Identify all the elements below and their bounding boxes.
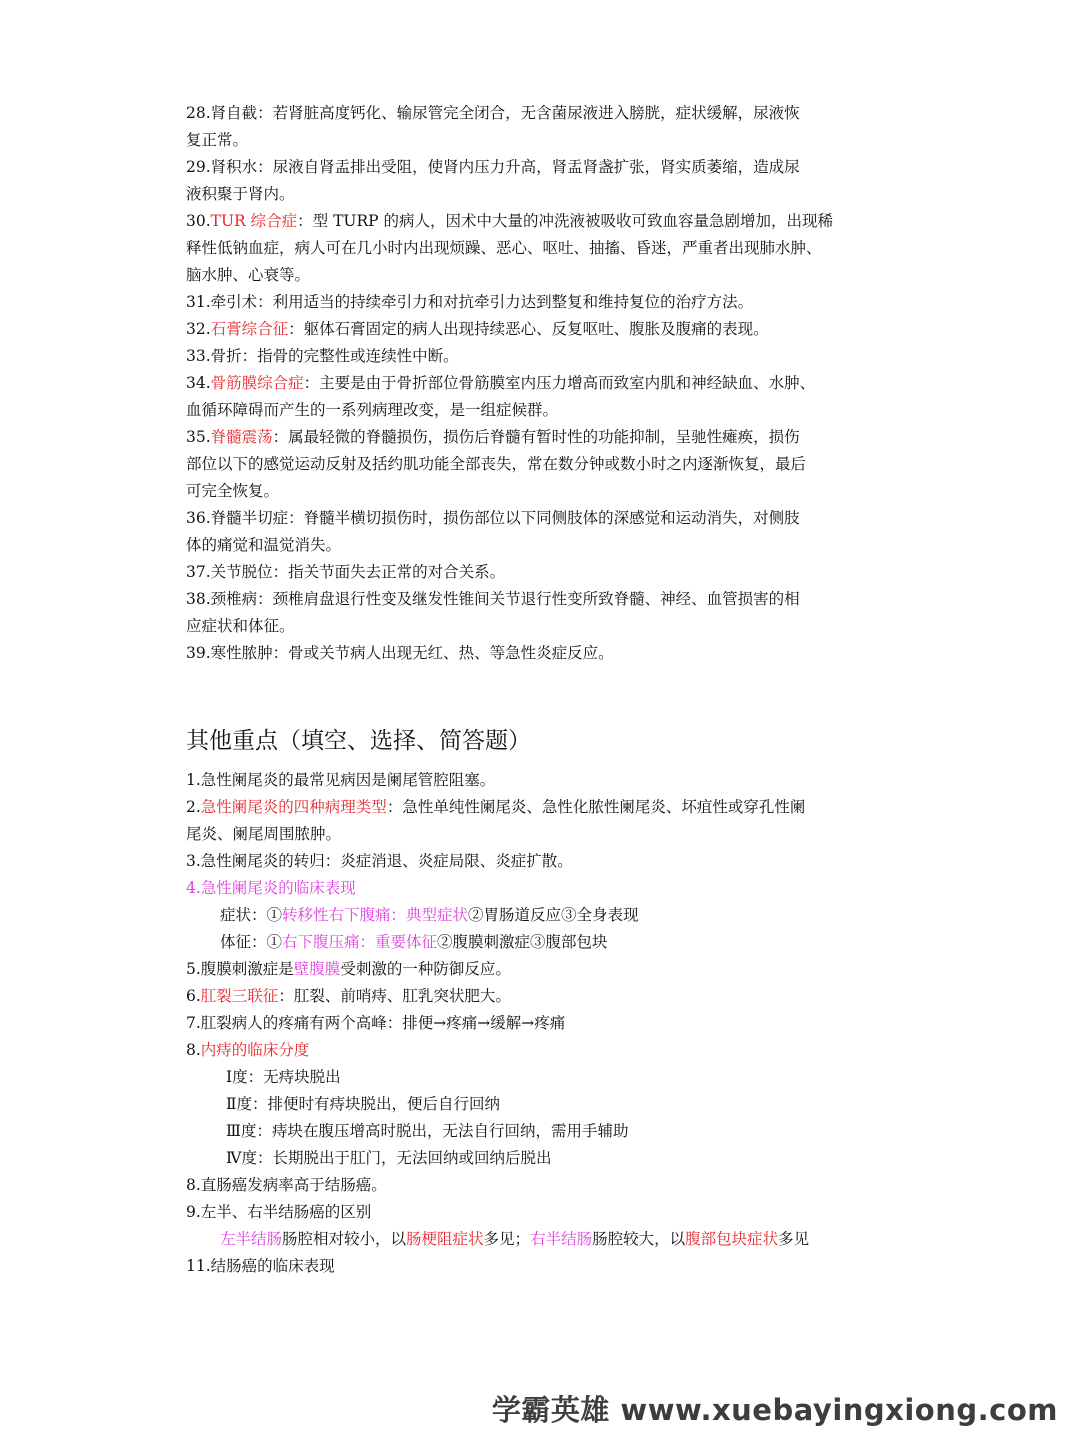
text-line: 部位以下的感觉运动反射及括约肌功能全部丧失，常在数分钟或数小时之内逐渐恢复，最后 bbox=[186, 455, 807, 473]
highlight-term: 壁腹膜 bbox=[293, 960, 341, 978]
text-line: 应症状和体征。 bbox=[186, 617, 295, 635]
highlight-term: 内痔的临床分度 bbox=[200, 1041, 310, 1059]
item-number: 2. bbox=[186, 798, 201, 816]
text-line: 31.牵引术：利用适当的持续牵引力和对抗牵引力达到整复和维持复位的治疗方法。 bbox=[186, 293, 754, 311]
highlight-term: 右下腹压痛：重要体征 bbox=[282, 933, 438, 951]
term-definition: ：属最轻微的脊髓损伤，损伤后脊髓有暂时性的功能抑制，呈驰性瘫痪，损伤 bbox=[272, 428, 800, 446]
text-line: 29.肾积水：尿液自肾盂排出受阻，使肾内压力升高，肾盂肾盏扩张，肾实质萎缩，造成尿 bbox=[186, 158, 800, 176]
label: 体征：① bbox=[220, 933, 283, 951]
highlight-term: 右半结肠 bbox=[530, 1230, 593, 1248]
text-line: 复正常。 bbox=[186, 131, 249, 149]
text-line: 液积聚于肾内。 bbox=[186, 185, 295, 203]
document-body bbox=[186, 100, 898, 1280]
text-line: 33.骨折：指骨的完整性或连续性中断。 bbox=[186, 347, 459, 365]
pink-heading-line: 4.急性阑尾炎的临床表现 bbox=[186, 879, 356, 897]
text-line: 尾炎、阑尾周围脓肿。 bbox=[186, 825, 342, 843]
text-line: 28.肾自截：若肾脏高度钙化、输尿管完全闭合，无含菌尿液进入膀胱，症状缓解，尿液恢 bbox=[186, 104, 800, 122]
section-spacer bbox=[186, 667, 898, 725]
symptom-line bbox=[186, 902, 898, 929]
text-line: 39.寒性脓肿：骨或关节病人出现无红、热、等急性炎症反应。 bbox=[186, 644, 614, 662]
term-definition: ：主要是由于骨折部位骨筋膜室内压力增高而致室内肌和神经缺血、水肿、 bbox=[303, 374, 816, 392]
text-line bbox=[186, 208, 898, 235]
highlight-term: 急性阑尾炎的四种病理类型 bbox=[200, 798, 387, 816]
item-number: 34. bbox=[186, 374, 211, 392]
text-line: 3.急性阑尾炎的转归：炎症消退、炎症局限、炎症扩散。 bbox=[186, 852, 573, 870]
text-line bbox=[186, 956, 898, 983]
item-number: 6. bbox=[186, 987, 201, 1005]
watermark-footer: 学霸英雄 www.xuebayingxiong.com bbox=[491, 1393, 1058, 1427]
text-line: 9.左半、右半结肠癌的区别 bbox=[186, 1203, 372, 1221]
highlight-term: 骨筋膜综合症 bbox=[210, 374, 304, 392]
text-line: 脑水肿、心衰等。 bbox=[186, 266, 311, 284]
term-definition: ：肛裂、前哨痔、肛乳突状肥大。 bbox=[278, 987, 511, 1005]
text-line: 36.脊髓半切症：脊髓半横切损伤时，损伤部位以下同侧肢体的深感觉和运动消失，对侧肢 bbox=[186, 509, 800, 527]
text-part: 多见； bbox=[483, 1230, 531, 1248]
grade-line: Ⅱ度：排便时有痔块脱出，便后自行回纳 bbox=[226, 1095, 501, 1113]
term-definition: ：型 TURP 的病人，因术中大量的冲洗液被吸收可致血容量急剧增加，出现稀 bbox=[297, 212, 834, 230]
grade-line: Ⅲ度：痔块在腹压增高时脱出，无法自行回纳，需用手辅助 bbox=[226, 1122, 629, 1140]
comparison-line bbox=[186, 1226, 898, 1253]
text-part: 5.腹膜刺激症是 bbox=[186, 960, 294, 978]
label: 症状：① bbox=[220, 906, 283, 924]
section-heading: 其他重点（填空、选择、简答题） bbox=[186, 728, 531, 754]
text-line: 7.肛裂病人的疼痛有两个高峰：排便→疼痛→缓解→疼痛 bbox=[186, 1014, 566, 1032]
text-line: 释性低钠血症，病人可在几小时内出现烦躁、恶心、呕吐、抽搐、昏迷，严重者出现肺水肿、 bbox=[186, 239, 822, 257]
text-line: 38.颈椎病：颈椎肩盘退行性变及继发性锥间关节退行性变所致脊髓、神经、血管损害的相 bbox=[186, 590, 800, 608]
text-line bbox=[186, 370, 898, 397]
item-number: 32. bbox=[186, 320, 211, 338]
term-definition: ：躯体石膏固定的病人出现持续恶心、反复呕吐、腹胀及腹痛的表现。 bbox=[288, 320, 769, 338]
text-part: 肠腔较大，以 bbox=[592, 1230, 686, 1248]
text-line: 8.直肠癌发病率高于结肠癌。 bbox=[186, 1176, 387, 1194]
item-number: 35. bbox=[186, 428, 211, 446]
highlight-term: 脊髓震荡 bbox=[210, 428, 273, 446]
item-number: 8. bbox=[186, 1041, 201, 1059]
text-part: 肠腔相对较小，以 bbox=[282, 1230, 407, 1248]
text-part: 受刺激的一种防御反应。 bbox=[340, 960, 511, 978]
item-number: 30. bbox=[186, 212, 211, 230]
text-line: 体的痛觉和温觉消失。 bbox=[186, 536, 342, 554]
grade-line: Ⅰ度：无痔块脱出 bbox=[226, 1068, 341, 1086]
text-part: 多见 bbox=[778, 1230, 810, 1248]
text-line bbox=[186, 1037, 898, 1064]
rest-text: ②胃肠道反应③全身表现 bbox=[468, 906, 639, 924]
highlight-term: 左半结肠 bbox=[220, 1230, 283, 1248]
rest-text: ②腹膜刺激症③腹部包块 bbox=[437, 933, 608, 951]
text-line: 11.结肠癌的临床表现 bbox=[186, 1257, 335, 1275]
highlight-term: TUR 综合症 bbox=[210, 212, 298, 230]
grade-line: Ⅳ度：长期脱出于肛门，无法回纳或回纳后脱出 bbox=[226, 1149, 552, 1167]
sign-line bbox=[186, 929, 898, 956]
text-line bbox=[186, 794, 898, 821]
text-line bbox=[186, 316, 898, 343]
text-line bbox=[186, 424, 898, 451]
text-line: 血循环障碍而产生的一系列病理改变，是一组症候群。 bbox=[186, 401, 559, 419]
text-line: 37.关节脱位：指关节面失去正常的对合关系。 bbox=[186, 563, 506, 581]
highlight-term: 石膏综合征 bbox=[210, 320, 289, 338]
text-line bbox=[186, 983, 898, 1010]
text-line: 1.急性阑尾炎的最常见病因是阑尾管腔阻塞。 bbox=[186, 771, 496, 789]
highlight-term: 肛裂三联征 bbox=[200, 987, 279, 1005]
text-line: 可完全恢复。 bbox=[186, 482, 280, 500]
highlight-term: 肠梗阻症状 bbox=[406, 1230, 484, 1248]
highlight-term: 转移性右下腹痛：典型症状 bbox=[282, 906, 469, 924]
term-definition: ：急性单纯性阑尾炎、急性化脓性阑尾炎、坏疽性或穿孔性阑 bbox=[386, 798, 806, 816]
highlight-term: 腹部包块症状 bbox=[685, 1230, 779, 1248]
